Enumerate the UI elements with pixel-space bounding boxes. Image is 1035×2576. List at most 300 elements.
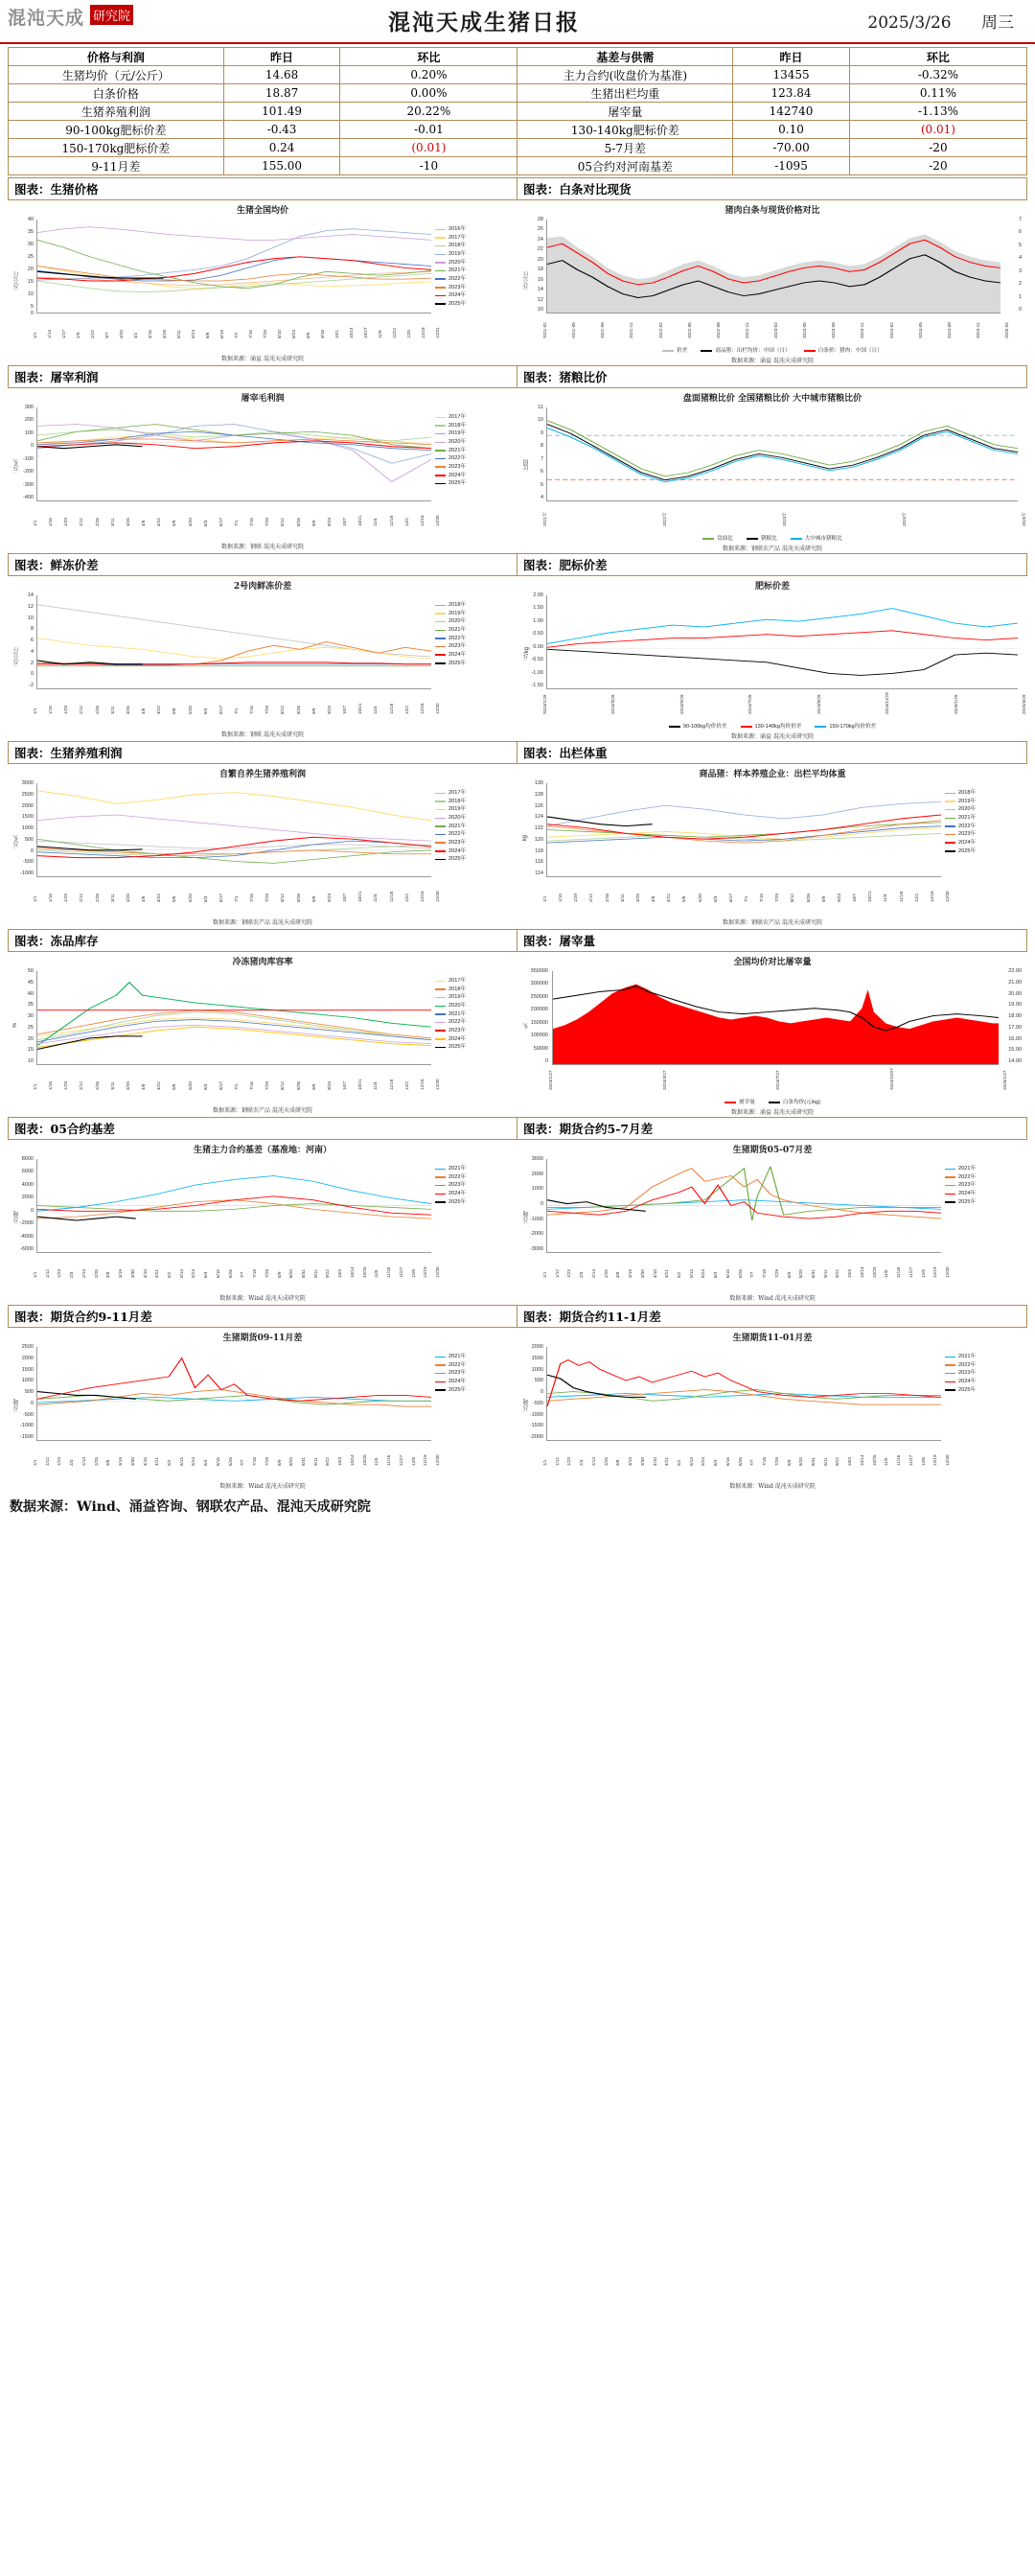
x-tick: 3/7 [104, 332, 109, 338]
legend-item [435, 267, 512, 275]
x-tick: 1/1 [33, 520, 37, 526]
x-tick: 1/29 [573, 893, 579, 902]
x-tick: 8/9 [276, 1271, 282, 1278]
chart-source: 数据来源：涌益 混沌天成研究院 [731, 358, 814, 363]
legend-item [435, 429, 512, 438]
legend-label: 2022年 [958, 823, 977, 829]
legend-label: 2025年 [448, 480, 467, 487]
x-tick: 3/30 [639, 1269, 645, 1278]
x-tick: 5/2 [167, 1459, 172, 1466]
y-tick: 2000 [21, 1355, 34, 1361]
x-tick: 3/25 [125, 706, 130, 714]
legend-item [435, 847, 512, 856]
chart-source: 数据来源：涌益 混沌天成研究院 [221, 356, 304, 362]
legend-item [435, 291, 512, 300]
x-tick: 2/25 [603, 1457, 609, 1466]
legend-swatch [435, 458, 446, 460]
x-tick: 2021年 [542, 512, 547, 526]
legend-swatch [435, 621, 446, 623]
x-tick: 2/3 [579, 1271, 585, 1278]
x-tick: 6/17 [218, 518, 223, 526]
x-tick: 9/9 [310, 895, 316, 902]
x-tick: 8/23 [291, 330, 296, 338]
x-tick: 11/22 [392, 327, 397, 338]
x-tick: 7/15 [249, 706, 255, 714]
legend-swatch [435, 270, 446, 272]
plot-area [546, 595, 1018, 689]
chart-source: 数据来源：钢联农产品 混沌天成研究院 [723, 545, 822, 551]
legend-item [435, 1002, 512, 1010]
x-tick: 2/12 [79, 1081, 84, 1090]
legend-label: 2023年 [448, 1182, 467, 1189]
legend-item [435, 610, 512, 618]
y-tick: 0 [544, 1058, 548, 1064]
row-value-right: 142740 [733, 103, 850, 121]
x-tick: 4/10 [142, 1269, 148, 1278]
x-tick: 2024/9/29 [816, 694, 821, 714]
y-tick: 114 [535, 870, 543, 876]
x-tick: 9/22 [835, 1457, 840, 1466]
legend-item [435, 993, 512, 1002]
chart-title: 生猪期货11-01月差 [732, 1334, 813, 1343]
legend-swatch [435, 1194, 446, 1195]
legend-swatch [791, 538, 802, 540]
y-tick: 126 [534, 802, 543, 809]
y-tick: 130 [534, 780, 543, 786]
legend-label: 2022年 [448, 1019, 467, 1026]
x-tick: 5/20 [187, 1081, 193, 1090]
legend-swatch [435, 262, 446, 264]
x-tick: 3/11 [109, 1081, 115, 1090]
chart-title: 生猪期货09-11月差 [222, 1334, 303, 1343]
legend-label: 2021年 [448, 1166, 467, 1172]
row-label-right: 05合约对河南基差 [518, 157, 733, 175]
legend-label: 2017年 [448, 978, 467, 984]
legend-swatch [945, 818, 955, 820]
x-tick: 2024-02 [888, 322, 894, 338]
y-tick: -0.50 [531, 657, 543, 663]
y-ticks [12, 1343, 35, 1441]
y-ticks [12, 404, 35, 501]
legend-item [435, 626, 512, 635]
th-left-2: 环比 [340, 48, 518, 66]
x-tick: 6/17 [218, 706, 223, 714]
x-tick: 3/19 [628, 1457, 633, 1466]
x-tick: 1/1 [542, 1459, 547, 1466]
y-tick: 6 [30, 638, 34, 643]
y-tick: 2000 [21, 1195, 34, 1201]
legend-swatch [435, 988, 446, 990]
legend-item [945, 805, 1022, 814]
x-tick: 4/10 [652, 1457, 657, 1466]
plot-area [36, 1347, 431, 1441]
x-tick: 11/4 [373, 706, 379, 714]
y-tick: 20 [27, 1035, 34, 1042]
x-tick: 12/2 [403, 893, 409, 902]
x-tick: 7/1 [234, 520, 239, 526]
legend-swatch [702, 538, 714, 540]
x-tick: 11/18 [388, 703, 394, 714]
x-tick: 11/16 [896, 1266, 902, 1278]
legend-swatch [945, 1176, 955, 1178]
x-tick: 10/14 [349, 327, 354, 338]
y-tick: 15 [27, 1047, 34, 1054]
legend-label: 2019年 [958, 798, 977, 804]
chart-source: 数据来源：钢联农产品 混沌天成研究院 [213, 919, 312, 926]
x-tick: 3/30 [129, 1269, 135, 1278]
x-tick: 4/8 [141, 708, 147, 714]
y-tick: 10 [537, 307, 543, 313]
x-tick: 12/31 [435, 327, 440, 338]
legend-item [435, 1190, 512, 1198]
x-tick: 1/1 [542, 895, 547, 902]
chart-pig-grain-ratio [518, 388, 1027, 551]
legend-swatch [435, 1006, 446, 1008]
x-tick: 3/25 [125, 893, 130, 902]
x-tick: 2021-08 [600, 322, 606, 338]
legend-label: 2020年 [448, 814, 467, 821]
chart-title: 猪肉白条与现货价格对比 [724, 206, 820, 216]
y-tick: 8 [30, 626, 34, 633]
y-axis-label: 元/吨 [14, 1210, 20, 1224]
x-tick: 8/31 [811, 1457, 816, 1466]
plot-area [36, 595, 431, 689]
x-tick: 11/18 [388, 891, 394, 902]
legend-swatch [435, 1201, 446, 1203]
legend-item: 大中城市猪粮比 [791, 536, 842, 542]
x-tick: 12/30 [435, 1266, 440, 1278]
x-tick: 2/25 [93, 1457, 99, 1466]
legend-label: 2022年 [958, 1361, 977, 1368]
x-tick: 5/20 [187, 893, 193, 902]
x-tick: 2021-11 [629, 322, 634, 338]
report-date: 2025/3/26 [867, 12, 952, 33]
x-tick: 2021-05 [571, 322, 577, 338]
legend-label: 2023年 [448, 284, 467, 290]
x-tick: 2/3 [69, 1271, 75, 1278]
y-tick: 0 [30, 671, 34, 678]
legend-swatch [435, 229, 446, 231]
legend-item [435, 814, 512, 823]
x-tick: 2025/1/27 [1002, 1070, 1007, 1090]
y-tick: 5 [540, 481, 543, 488]
x-tick: 12/16 [419, 1079, 425, 1090]
x-tick: 5/20 [187, 706, 193, 714]
row-change-right: -0.32% [849, 66, 1026, 84]
y-axis-label: % [12, 1022, 18, 1028]
x-tick: 3/19 [118, 1457, 124, 1466]
legend-item: 白条价：猪肉：中国（日） [804, 348, 883, 354]
legend-swatch [945, 1201, 955, 1203]
section-title-carcass: 图表：白条对比现货 [518, 177, 1027, 200]
legend-item [435, 601, 512, 610]
plot-area [36, 971, 431, 1065]
y-tick: 25 [27, 1024, 34, 1031]
y-tick: -2000 [529, 1434, 543, 1440]
x-tick: 11/16 [386, 1266, 392, 1278]
y-tick: 17.00 [1008, 1024, 1022, 1031]
y-tick: 22 [537, 246, 543, 253]
x-tick: 12/30 [435, 891, 440, 902]
legend-swatch [435, 417, 446, 419]
x-tick: 5/6 [172, 895, 177, 902]
legend-swatch [435, 287, 446, 289]
legend-item [435, 284, 512, 292]
legend-label: 2021年 [448, 626, 467, 633]
x-tick: 4/8 [651, 895, 656, 902]
y-tick: -6000 [19, 1246, 34, 1252]
x-tick: 2024/1/27 [548, 1070, 553, 1090]
legend-swatch [435, 1389, 446, 1391]
th-left-0: 价格与利润 [9, 48, 224, 66]
x-tick: 4/21 [664, 1457, 670, 1466]
x-tick: 7/18 [252, 1457, 258, 1466]
x-tick: 6/26 [737, 1269, 743, 1278]
x-tick: 12/2 [403, 1081, 409, 1090]
x-tick: 5/20 [187, 518, 193, 526]
y-tick: -1.50 [531, 683, 543, 688]
x-tick: 8/26 [295, 893, 301, 902]
x-tick: 11/27 [398, 1454, 403, 1466]
x-tick: 6/17 [218, 893, 223, 902]
logo-text: 混沌天成 [8, 8, 85, 29]
legend-swatch [435, 1047, 446, 1049]
legend-item [435, 1378, 512, 1386]
chart-fat-standard-spread [518, 576, 1027, 739]
x-tick: 7/1 [234, 895, 239, 902]
legend-label: 2025年 [448, 660, 467, 666]
y-axis-label: kg [522, 834, 528, 841]
legend-item [435, 472, 512, 480]
legend-label: 2021年 [448, 1354, 467, 1359]
y-tick: 250000 [530, 993, 548, 1000]
x-tick: 9/18 [320, 330, 325, 338]
y-tick: 0.00 [533, 643, 543, 650]
legend-label: 2021年 [448, 823, 467, 829]
x-tick: 6/3 [202, 895, 208, 902]
legend-swatch [435, 245, 446, 247]
x-tick: 9/11 [822, 1269, 828, 1278]
x-tick: 2022-02 [657, 322, 663, 338]
y-tick: 45 [27, 979, 34, 986]
y-tick: -3000 [529, 1246, 543, 1252]
y-tick: 0 [30, 847, 34, 854]
section-row-7 [8, 1305, 1027, 1328]
row-label-right: 屠宰量 [518, 103, 733, 121]
x-tick: 2/12 [79, 893, 84, 902]
section-row-2 [8, 365, 1027, 388]
x-tick: 8/26 [295, 706, 301, 714]
legend-label: 2023年 [958, 831, 977, 838]
legend-label: 2025年 [958, 1386, 977, 1393]
report-weekday: 周三 [981, 12, 1014, 33]
company-logo [8, 4, 161, 36]
legend-item [435, 447, 512, 455]
y-tick: 1500 [531, 1355, 543, 1361]
report-date-group [807, 9, 1027, 33]
legend-swatch [662, 350, 674, 352]
x-tick: 8/12 [280, 893, 286, 902]
section-title-fresh-frozen: 图表：鲜冻价差 [8, 553, 518, 576]
x-tick: 7/2 [234, 332, 239, 338]
section-title-spread-11-1: 图表：期货合约11-1月差 [518, 1305, 1027, 1328]
x-tick: 12/30 [945, 1454, 950, 1466]
x-tick: 9/23 [326, 1081, 332, 1090]
x-tick: 5/11 [176, 330, 181, 338]
x-tick: 5/6 [172, 708, 177, 714]
y-tick: 100000 [530, 1033, 548, 1039]
x-tick: 2/26 [94, 706, 100, 714]
legend-label: 2018年 [448, 243, 467, 249]
th-right-2: 环比 [849, 48, 1026, 66]
legend-label: 2025年 [958, 847, 977, 854]
x-tick: 3/8 [105, 1459, 111, 1466]
x-tick: 6/3 [202, 708, 208, 714]
x-tick: 7/18 [762, 1269, 768, 1278]
chart-title: 全国均价对比屠宰量 [733, 958, 812, 967]
section-title-spread-5-7: 图表：期货合约5-7月差 [518, 1117, 1027, 1140]
table-row [9, 121, 1027, 139]
x-tick: 8/12 [790, 893, 795, 902]
x-tick: 10/25 [871, 1266, 877, 1278]
y-tick: 12 [537, 296, 543, 303]
x-tick: 7/28 [263, 330, 267, 338]
x-tick: 11/9 [378, 330, 382, 338]
x-tick: 3/8 [615, 1271, 621, 1278]
x-tick: 10/3 [847, 1457, 853, 1466]
legend-item [435, 635, 512, 643]
legend-label: 2018年 [448, 986, 467, 992]
legend-item [435, 1043, 512, 1052]
x-tick: 4/28 [162, 330, 167, 338]
legend-swatch [435, 475, 446, 476]
x-tick: 1/12 [554, 1269, 560, 1278]
legend-swatch [747, 538, 758, 540]
y-ticks-right [1002, 216, 1024, 313]
legend-swatch [945, 1381, 955, 1383]
x-tick: 12/30 [435, 1454, 440, 1466]
x-tick: 10/3 [337, 1269, 343, 1278]
y-ticks [521, 404, 545, 501]
legend-item [435, 789, 512, 798]
legend-item [435, 1018, 512, 1027]
legend-swatch [435, 818, 446, 820]
legend-item [945, 814, 1022, 823]
y-tick: 4 [1018, 255, 1022, 262]
plot-area [546, 1347, 941, 1441]
x-tick: 1/15 [48, 706, 54, 714]
legend-item: 盘面比 [702, 536, 733, 542]
row-label-right: 5-7月差 [518, 139, 733, 157]
y-ticks [521, 967, 550, 1065]
x-tick: 9/11 [312, 1457, 318, 1466]
x-tick: 5/2 [167, 1271, 172, 1278]
chart-source: 数据来源：Wind 混沌天成研究院 [729, 1295, 816, 1302]
y-tick: 15.00 [1008, 1047, 1022, 1054]
x-tick: 10/21 [357, 515, 363, 526]
plot-area [546, 220, 1000, 313]
chart-source: 数据来源：涌益 混沌天成研究院 [731, 733, 814, 739]
legend-swatch [945, 834, 955, 836]
legend-swatch [435, 1169, 446, 1171]
x-tick: 1/29 [63, 706, 69, 714]
legend-item [435, 798, 512, 806]
legend-swatch [945, 842, 955, 844]
legend-item [435, 479, 512, 488]
y-tick: 5 [1018, 242, 1022, 248]
legend-item [945, 1165, 1022, 1173]
x-tick: 1/1 [542, 1271, 547, 1278]
x-tick: 9/9 [310, 1083, 316, 1090]
legend-item [945, 830, 1022, 839]
legend-item [435, 275, 512, 284]
legend-label: 2025年 [958, 1198, 977, 1205]
x-tick: 5/13 [178, 1457, 184, 1466]
legend-item [945, 1386, 1022, 1395]
y-axis-label: 元/吨 [524, 1398, 530, 1412]
legend-label: 2018年 [448, 602, 467, 608]
row-change-right: (0.01) [849, 121, 1026, 139]
y-ticks [12, 967, 35, 1065]
legend-swatch [701, 350, 712, 352]
y-tick: 24 [537, 236, 543, 243]
x-tick: 9/9 [310, 520, 316, 526]
y-tick: 1000 [531, 1366, 543, 1373]
section-row-1 [8, 177, 1027, 200]
x-tick: 8/10 [277, 330, 282, 338]
x-tick: 2025-02 [1004, 322, 1009, 338]
x-tick: 2024年 [902, 512, 907, 526]
chart-source: 数据来源：Wind 混沌天成研究院 [219, 1295, 306, 1302]
x-tick: 6/15 [724, 1457, 730, 1466]
x-tick: 7/29 [773, 1269, 779, 1278]
x-tick: 6/4 [713, 1459, 719, 1466]
legend-label: 2021年 [448, 1010, 467, 1017]
legend-item [435, 1173, 512, 1182]
x-tick: 12/30 [435, 1079, 440, 1090]
x-tick: 8/9 [786, 1459, 792, 1466]
x-tick: 4/21 [154, 1269, 160, 1278]
y-tick: 7 [1018, 217, 1022, 222]
x-tick: 11/18 [388, 1079, 394, 1090]
row-change-right: -1.13% [849, 103, 1026, 121]
chart-title: 屠宰毛利润 [241, 394, 285, 404]
x-tick: 5/20 [697, 893, 702, 902]
legend-swatch [435, 1185, 446, 1187]
x-tick: 8/20 [288, 1457, 294, 1466]
section-title-frozen-inventory: 图表：冻品库存 [8, 929, 518, 952]
chart-legend [435, 1165, 512, 1206]
legend-item: 价差 [662, 348, 687, 354]
chart-legend [945, 1353, 1022, 1394]
x-tick: 10/7 [342, 706, 348, 714]
x-tick: 9/23 [326, 706, 332, 714]
x-tick: 8/31 [811, 1269, 816, 1278]
legend-item [945, 823, 1022, 831]
x-tick: 2/14 [590, 1269, 596, 1278]
y-tick: 2.00 [533, 592, 543, 598]
legend-swatch [435, 997, 446, 999]
x-tick: 1/14 [47, 330, 52, 338]
x-tick: 3/11 [619, 893, 625, 902]
x-tick: 1/23 [566, 1457, 572, 1466]
x-tick: 4/10 [142, 1457, 148, 1466]
x-tick: 9/23 [326, 518, 332, 526]
y-ticks-right [999, 967, 1024, 1065]
legend-item [435, 855, 512, 864]
x-tick: 9/11 [822, 1457, 828, 1466]
x-tick: 10/3 [847, 1269, 853, 1278]
